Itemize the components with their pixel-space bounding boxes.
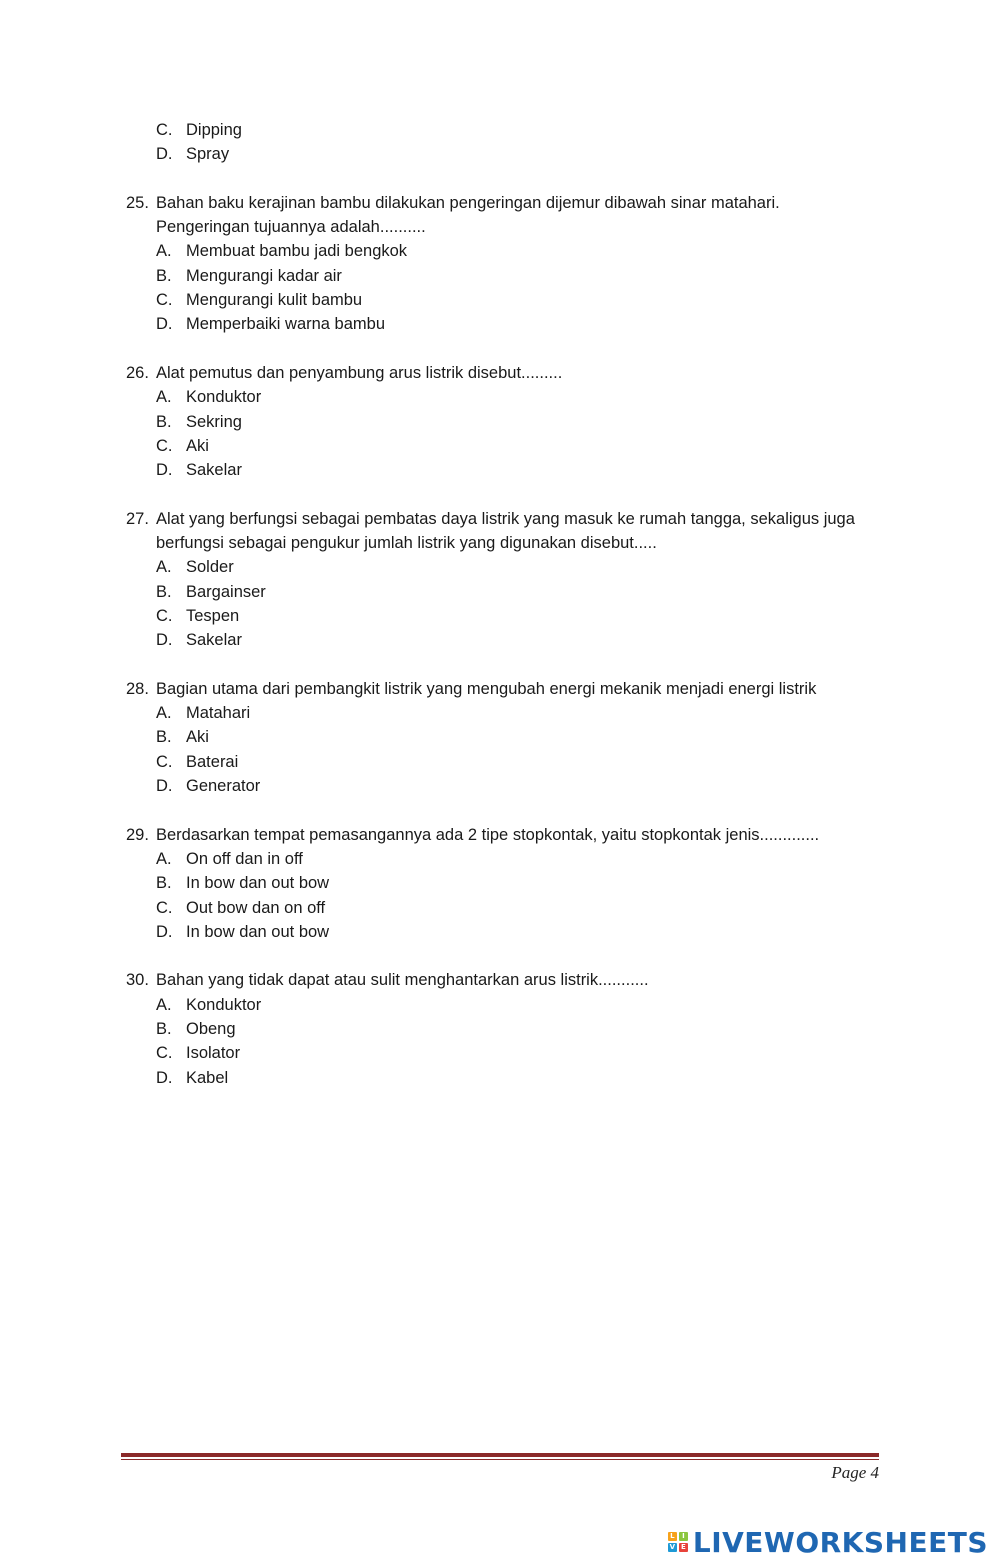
question-number: 28. bbox=[126, 679, 149, 698]
option-letter: C. bbox=[156, 436, 173, 455]
question-stem bbox=[126, 361, 886, 385]
option bbox=[126, 604, 886, 628]
option-text: Aki bbox=[186, 728, 209, 747]
option-text: Konduktor bbox=[186, 995, 262, 1014]
question-number: 26. bbox=[126, 363, 149, 382]
option-letter: C. bbox=[156, 291, 173, 310]
option-text: Sekring bbox=[186, 412, 242, 431]
option-letter: A. bbox=[156, 242, 172, 261]
option-text: Spray bbox=[186, 145, 230, 164]
question-number: 29. bbox=[126, 825, 149, 844]
option-letter: C. bbox=[156, 606, 173, 625]
worksheet-content bbox=[126, 118, 886, 1090]
option bbox=[126, 750, 886, 774]
option-letter: B. bbox=[156, 874, 172, 893]
option-text: On off dan in off bbox=[186, 849, 303, 868]
logo-tile: I bbox=[679, 1532, 688, 1541]
question-stem bbox=[126, 968, 886, 992]
option bbox=[126, 871, 886, 895]
option bbox=[126, 920, 886, 944]
option-text: Baterai bbox=[186, 752, 239, 771]
question-number: 25. bbox=[126, 193, 149, 212]
option bbox=[126, 312, 886, 336]
option-text: Memperbaiki warna bambu bbox=[186, 315, 386, 334]
option-letter: D. bbox=[156, 145, 173, 164]
page-number: Page 4 bbox=[831, 1463, 879, 1482]
option bbox=[126, 385, 886, 409]
option-letter: D. bbox=[156, 315, 173, 334]
option-text: Mengurangi kulit bambu bbox=[186, 291, 363, 310]
option-letter: C. bbox=[156, 121, 173, 139]
option bbox=[126, 1017, 886, 1041]
question-list bbox=[126, 191, 886, 1090]
option bbox=[126, 410, 886, 434]
option-letter: B. bbox=[156, 266, 172, 285]
question-text-line: Bahan baku kerajinan bambu dilakukan pengeringan dijemur dibawah sinar matahari. bbox=[156, 193, 780, 212]
question-block bbox=[126, 823, 886, 944]
option-letter: D. bbox=[156, 631, 173, 650]
option-letter: D. bbox=[156, 922, 173, 941]
option bbox=[126, 458, 886, 482]
option bbox=[126, 288, 886, 312]
question-text-line: Bagian utama dari pembangkit listrik yang mengubah energi mekanik menjadi energi listrik bbox=[156, 679, 817, 698]
option-text: Aki bbox=[186, 436, 209, 455]
option-letter: A. bbox=[156, 388, 172, 407]
option bbox=[126, 264, 886, 288]
liveworksheets-brand bbox=[668, 1524, 988, 1560]
option bbox=[126, 774, 886, 798]
question-stem bbox=[126, 191, 886, 240]
option-letter: C. bbox=[156, 898, 173, 917]
option-text: Dipping bbox=[186, 121, 242, 139]
option-text: Membuat bambu jadi bengkok bbox=[186, 242, 408, 261]
option-letter: A. bbox=[156, 558, 172, 577]
option-text: Out bow dan on off bbox=[186, 898, 326, 917]
question-number: 30. bbox=[126, 971, 149, 990]
question-text-line: berfungsi sebagai pengukur jumlah listrik yang digunakan disebut..... bbox=[156, 534, 657, 553]
option bbox=[126, 555, 886, 579]
option-letter: C. bbox=[156, 752, 173, 771]
option-letter: D. bbox=[156, 777, 173, 796]
footer-rule-thick bbox=[121, 1453, 879, 1457]
question-text-line: Alat pemutus dan penyambung arus listrik disebut......... bbox=[156, 363, 563, 382]
question-text-line: Alat yang berfungsi sebagai pembatas daya listrik yang masuk ke rumah tangga, sekaligus juga bbox=[156, 509, 855, 528]
option bbox=[126, 993, 886, 1017]
logo-tile: L bbox=[668, 1532, 677, 1541]
option bbox=[126, 239, 886, 263]
footer-rule bbox=[121, 1453, 879, 1460]
option-text: Isolator bbox=[186, 1044, 241, 1063]
option-text: Sakelar bbox=[186, 461, 242, 480]
option bbox=[126, 580, 886, 604]
option bbox=[126, 1066, 886, 1090]
question-stem bbox=[126, 677, 886, 701]
option-text: In bow dan out bow bbox=[186, 874, 330, 893]
question-block bbox=[126, 677, 886, 798]
option-letter: A. bbox=[156, 849, 172, 868]
question-block bbox=[126, 191, 886, 337]
option bbox=[126, 847, 886, 871]
option-letter: B. bbox=[156, 1019, 172, 1038]
option-text: Sakelar bbox=[186, 631, 242, 650]
question-block bbox=[126, 968, 886, 1089]
option bbox=[126, 628, 886, 652]
question-text-line: Berdasarkan tempat pemasangannya ada 2 tipe stopkontak, yaitu stopkontak jenis............. bbox=[156, 825, 820, 844]
option-text: Tespen bbox=[186, 606, 240, 625]
liveworksheets-logo-icon bbox=[668, 1532, 688, 1552]
logo-tile: V bbox=[669, 1543, 676, 1551]
option-letter: C. bbox=[156, 1044, 173, 1063]
option-text: Solder bbox=[186, 558, 234, 577]
option-text: Mengurangi kadar air bbox=[186, 266, 342, 285]
question-number: 27. bbox=[126, 509, 149, 528]
option-text: Bargainser bbox=[186, 582, 266, 601]
option-letter: D. bbox=[156, 1068, 173, 1087]
option-letter: A. bbox=[156, 704, 172, 723]
option bbox=[126, 701, 886, 725]
option bbox=[126, 434, 886, 458]
question-stem bbox=[126, 823, 886, 847]
option-text: In bow dan out bow bbox=[186, 922, 330, 941]
option-letter: B. bbox=[156, 582, 172, 601]
option bbox=[126, 896, 886, 920]
option bbox=[126, 1041, 886, 1065]
continuation-options bbox=[126, 118, 886, 167]
option-letter: D. bbox=[156, 461, 173, 480]
question-block bbox=[126, 361, 886, 482]
option bbox=[126, 118, 886, 142]
footer-rule-thin bbox=[121, 1459, 879, 1460]
logo-tile: E bbox=[679, 1543, 688, 1552]
option-text: Obeng bbox=[186, 1019, 236, 1038]
brand-name: LIVEWORKSHEETS bbox=[692, 1525, 988, 1559]
question-stem bbox=[126, 507, 886, 556]
option-text: Konduktor bbox=[186, 388, 262, 407]
option-letter: B. bbox=[156, 728, 172, 747]
option-text: Matahari bbox=[186, 704, 251, 723]
option-text: Generator bbox=[186, 777, 261, 796]
option-text: Kabel bbox=[186, 1068, 229, 1087]
question-text-line: Bahan yang tidak dapat atau sulit menghantarkan arus listrik........... bbox=[156, 971, 649, 990]
option-letter: B. bbox=[156, 412, 172, 431]
option bbox=[126, 142, 886, 166]
option-letter: A. bbox=[156, 995, 172, 1014]
question-block bbox=[126, 507, 886, 653]
question-text-line: Pengeringan tujuannya adalah.......... bbox=[156, 218, 426, 237]
option bbox=[126, 725, 886, 749]
